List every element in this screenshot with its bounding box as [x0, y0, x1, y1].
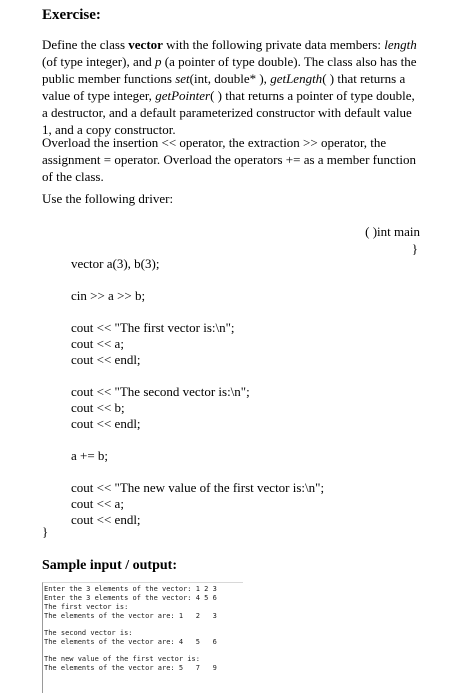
code-line: cout << endl;: [71, 352, 141, 367]
closing-brace: }: [42, 524, 49, 539]
code-line: cout << "The first vector is:\n";: [71, 320, 235, 335]
console-line: The new value of the first vector is:: [44, 655, 200, 663]
code-line: cin >> a >> b;: [71, 288, 146, 303]
code-line: cout << b;: [71, 400, 125, 415]
code-line: cout << "The new value of the first vector is:\n";: [71, 480, 325, 495]
code-line: cout << a;: [71, 336, 124, 351]
console-output-screenshot: [42, 582, 243, 693]
console-line: The elements of the vector are: 1 2 3: [44, 612, 217, 620]
code-line: cout << "The second vector is:\n";: [71, 384, 250, 399]
main-function-header: ( )int main: [365, 224, 420, 239]
sample-io-heading: Sample input / output:: [42, 558, 177, 573]
opening-brace: }: [411, 241, 418, 256]
driver-intro: Use the following driver:: [42, 191, 174, 206]
code-line: cout << a;: [71, 496, 124, 511]
problem-description: Define the class vector with the following private data members: length (of type integer), and p (a pointer of type double). The class also has the public member functions set(int, double* ), getLength( ) that returns a value of type integer, getPointer( ) that returns a pointer of type double, a destructor, and a default parameterized constructor with default value 1, and a copy constructor.: [42, 37, 417, 137]
code-line: a += b;: [71, 448, 109, 463]
console-line: Enter the 3 elements of the vector: 1 2 3: [44, 585, 217, 593]
console-line: The first vector is:: [44, 603, 129, 611]
overload-instructions: Overload the insertion << operator, the extraction >> operator, the assignment = operator. Overload the operators += as a member function of the class.: [42, 135, 416, 184]
code-line: cout << endl;: [71, 512, 141, 527]
console-line: Enter the 3 elements of the vector: 4 5 6: [44, 594, 217, 602]
code-line: cout << endl;: [71, 416, 141, 431]
code-line: vector a(3), b(3);: [71, 256, 160, 271]
exercise-title: Exercise:: [42, 7, 101, 23]
console-line: The elements of the vector are: 5 7 9: [44, 664, 217, 672]
console-line: The second vector is:: [44, 629, 133, 637]
console-line: The elements of the vector are: 4 5 6: [44, 638, 217, 646]
